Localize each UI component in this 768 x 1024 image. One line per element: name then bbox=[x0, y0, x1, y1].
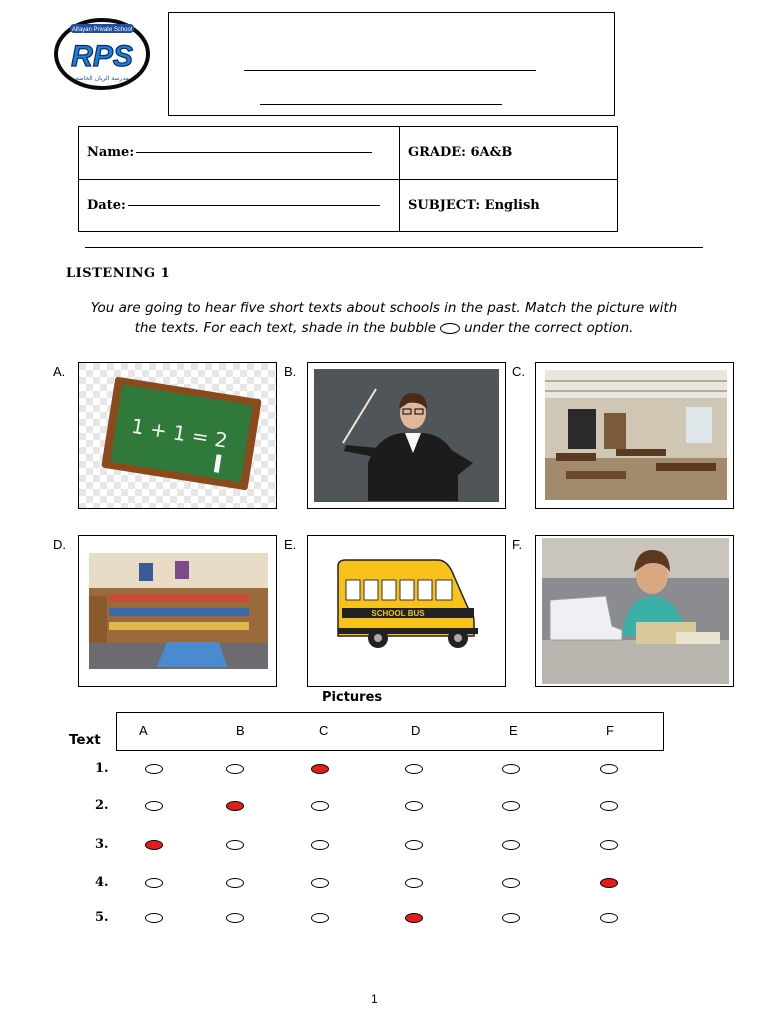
answer-bubble-1-b[interactable] bbox=[226, 764, 244, 774]
answer-bubble-5-a[interactable] bbox=[145, 913, 163, 923]
title-blank-line bbox=[244, 70, 536, 71]
chalkboard-image bbox=[79, 363, 277, 509]
grade-cell bbox=[400, 127, 618, 180]
column-b: B bbox=[236, 723, 245, 738]
row-label-4: 4. bbox=[95, 875, 109, 890]
picture-e-frame bbox=[307, 535, 506, 687]
answer-bubble-3-b[interactable] bbox=[226, 840, 244, 850]
school-logo bbox=[52, 18, 152, 90]
library-image bbox=[79, 536, 277, 687]
name-cell[interactable] bbox=[79, 127, 400, 180]
picture-letter-f: F. bbox=[512, 537, 523, 552]
picture-a-frame bbox=[78, 362, 277, 509]
picture-b-frame bbox=[307, 362, 506, 509]
subject-label: SUBJECT: English bbox=[408, 197, 540, 213]
picture-letter-b: B. bbox=[284, 364, 297, 379]
answer-bubble-2-b[interactable] bbox=[226, 801, 244, 811]
page-number: 1 bbox=[371, 992, 378, 1006]
date-cell[interactable] bbox=[79, 179, 400, 232]
picture-letter-d: D. bbox=[53, 537, 66, 552]
school-bus-image bbox=[308, 536, 506, 687]
answer-bubble-2-f[interactable] bbox=[600, 801, 618, 811]
bubble-icon bbox=[440, 323, 460, 334]
instruction-line-2: the texts. For each text, shade in the bubble under the correct option. bbox=[134, 320, 634, 336]
answer-bubble-2-a[interactable] bbox=[145, 801, 163, 811]
row-label-5: 5. bbox=[95, 910, 109, 925]
title-box bbox=[168, 12, 615, 116]
picture-letter-a: A. bbox=[53, 364, 66, 379]
column-a: A bbox=[139, 723, 148, 738]
subtitle-blank-line bbox=[260, 104, 502, 105]
section-heading: LISTENING 1 bbox=[66, 266, 171, 281]
answer-bubble-1-e[interactable] bbox=[502, 764, 520, 774]
answer-bubble-2-e[interactable] bbox=[502, 801, 520, 811]
date-blank bbox=[128, 205, 380, 206]
logo-letters: RPS bbox=[71, 40, 133, 73]
answer-bubble-4-e[interactable] bbox=[502, 878, 520, 888]
column-d: D bbox=[411, 723, 421, 738]
answer-bubble-2-c[interactable] bbox=[311, 801, 329, 811]
column-e: E bbox=[509, 723, 518, 738]
picture-c-frame bbox=[535, 362, 734, 509]
answer-bubble-1-f[interactable] bbox=[600, 764, 618, 774]
answer-bubble-3-c[interactable] bbox=[311, 840, 329, 850]
subject-cell bbox=[400, 179, 618, 232]
answer-bubble-5-c[interactable] bbox=[311, 913, 329, 923]
answer-bubble-5-d[interactable] bbox=[405, 913, 423, 923]
logo-bottom-text: مدرسة الريان الخاصة bbox=[75, 75, 129, 82]
answer-bubble-3-a[interactable] bbox=[145, 840, 163, 850]
answer-bubble-1-c[interactable] bbox=[311, 764, 329, 774]
answer-bubble-4-f[interactable] bbox=[600, 878, 618, 888]
instruction-line-1: You are going to hear five short texts about schools in the past. Match the picture with bbox=[90, 300, 678, 316]
row-label-1: 1. bbox=[95, 761, 109, 776]
picture-letter-c: C. bbox=[512, 364, 525, 379]
picture-d-frame bbox=[78, 535, 277, 687]
answer-bubble-4-b[interactable] bbox=[226, 878, 244, 888]
pictures-label: Pictures bbox=[322, 690, 383, 705]
answer-bubble-3-d[interactable] bbox=[405, 840, 423, 850]
answer-bubble-3-f[interactable] bbox=[600, 840, 618, 850]
answer-bubble-5-f[interactable] bbox=[600, 913, 618, 923]
date-label: Date: bbox=[87, 197, 126, 213]
name-label: Name: bbox=[87, 145, 135, 161]
bus-text: SCHOOL BUS bbox=[371, 609, 425, 618]
answer-bubble-4-a[interactable] bbox=[145, 878, 163, 888]
picture-f-frame bbox=[535, 535, 734, 687]
text-label: Text bbox=[69, 732, 101, 748]
answer-bubble-4-d[interactable] bbox=[405, 878, 423, 888]
answer-bubble-4-c[interactable] bbox=[311, 878, 329, 888]
answer-bubble-1-d[interactable] bbox=[405, 764, 423, 774]
grade-label: GRADE: 6A&B bbox=[408, 145, 513, 161]
teacher-image bbox=[308, 363, 506, 509]
answer-bubble-3-e[interactable] bbox=[502, 840, 520, 850]
name-blank bbox=[136, 152, 372, 153]
columns-header-box bbox=[116, 712, 664, 751]
answer-bubble-2-d[interactable] bbox=[405, 801, 423, 811]
instructions bbox=[56, 298, 712, 338]
answer-bubble-5-b[interactable] bbox=[226, 913, 244, 923]
chalkboard-text: 1 + 1 = 2 bbox=[129, 413, 230, 453]
column-c: C bbox=[319, 723, 329, 738]
row-label-3: 3. bbox=[95, 837, 109, 852]
picture-letter-e: E. bbox=[284, 537, 297, 552]
sewing-class-image bbox=[536, 536, 734, 687]
separator-line bbox=[85, 247, 703, 248]
student-info-table bbox=[78, 126, 618, 232]
answer-bubble-5-e[interactable] bbox=[502, 913, 520, 923]
logo-top-text: Alfayan Private School bbox=[71, 27, 133, 33]
old-classroom-image bbox=[536, 363, 734, 509]
answer-bubble-1-a[interactable] bbox=[145, 764, 163, 774]
column-f: F bbox=[606, 723, 614, 738]
row-label-2: 2. bbox=[95, 798, 109, 813]
